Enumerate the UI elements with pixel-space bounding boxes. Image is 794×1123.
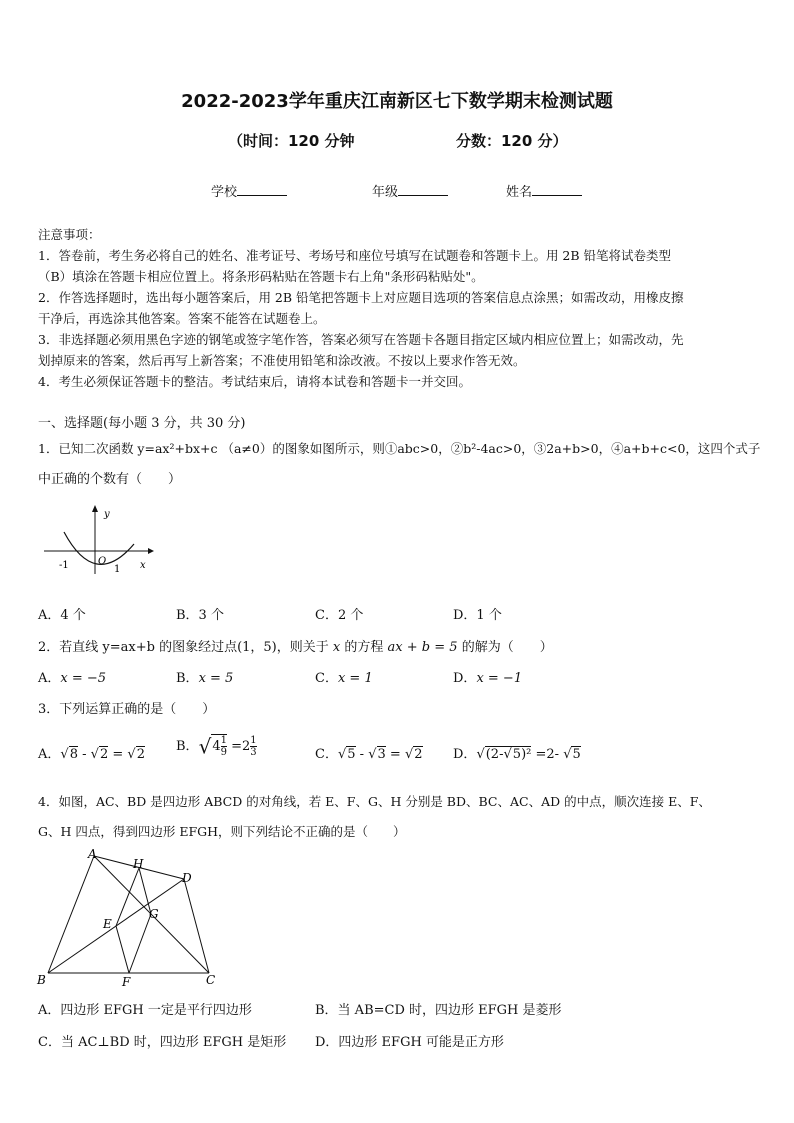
name-blank bbox=[532, 184, 582, 196]
q2-option-a[interactable]: A．x = −5 bbox=[38, 671, 107, 686]
point-h-label: H bbox=[133, 857, 144, 871]
point-a-label: A bbox=[88, 847, 97, 861]
school-blank bbox=[237, 184, 287, 196]
q3-option-c[interactable]: C．√5 - √3 = √2 bbox=[315, 747, 423, 762]
q1-option-d[interactable]: D．1 个 bbox=[453, 608, 502, 623]
point-c-label: C bbox=[206, 973, 216, 987]
q3-option-b[interactable]: B．√4 $\frac{1}{9}$ =2 $\frac{1}{3}$ bbox=[176, 734, 257, 759]
notes-line: 1．答卷前，考生务必将自己的姓名、准考证号、考场号和座位号填写在试题卷和答题卡上。用 2B 铅笔将试卷类型 bbox=[38, 248, 672, 263]
point-g-label: G bbox=[149, 907, 159, 921]
notes-line: （B）填涂在答题卡相应位置上。将条形码粘贴在答题卡右上角"条形码粘贴处"。 bbox=[38, 269, 484, 284]
q1-stem-line1: 1．已知二次函数 y=ax²+bx+c （a≠0）的图象如图所示，则①abc>0，②b²-4ac>0，③2a+b>0，④a+b+c<0，这四个式子 bbox=[38, 441, 761, 456]
q4-option-d[interactable]: D．四边形 EFGH 可能是正方形 bbox=[315, 1035, 504, 1050]
tick-neg-one: -1 bbox=[59, 560, 69, 571]
q4-stem-line2: G、H 四点，得到四边形 EFGH，则下列结论不正确的是（ ） bbox=[38, 824, 406, 839]
school-label: 学校 bbox=[211, 185, 238, 200]
q4-stem-line1: 4．如图，AC、BD 是四边形 ABCD 的对角线，若 E、F、G、H 分别是 BD、BC、AC、AD 的中点，顺次连接 E、F、 bbox=[38, 794, 711, 809]
point-f-label: F bbox=[122, 975, 131, 989]
notes-line: 3．非选择题必须用黑色字迹的钢笔或签字笔作答，答案必须写在答题卡各题目指定区域内相应位置上；如需改动，先 bbox=[38, 332, 684, 347]
grade-label: 年级 bbox=[372, 185, 399, 200]
school-field bbox=[211, 181, 287, 200]
q1-option-a[interactable]: A．4 个 bbox=[38, 608, 86, 623]
notes-heading: 注意事项： bbox=[38, 227, 101, 242]
point-d-label: D bbox=[182, 871, 192, 885]
time-label: （时间：120 分钟 bbox=[228, 132, 355, 150]
q4-quadrilateral-figure bbox=[34, 846, 224, 990]
q3-option-a[interactable]: A．√8 - √2 = √2 bbox=[38, 747, 145, 762]
notes-line: 4．考生必须保证答题卡的整洁。考试结束后，请将本试卷和答题卡一并交回。 bbox=[38, 374, 471, 389]
q1-parabola-graph bbox=[40, 500, 160, 578]
notes-line: 划掉原来的答案，然后再写上新答案；不准使用铅笔和涂改液。不按以上要求作答无效。 bbox=[38, 353, 526, 368]
origin-label: O bbox=[98, 556, 107, 567]
side-dc bbox=[184, 879, 209, 973]
q2-option-d[interactable]: D．x = −1 bbox=[453, 671, 523, 686]
y-axis-label: y bbox=[104, 509, 110, 520]
name-field bbox=[506, 181, 582, 200]
y-axis-arrow bbox=[92, 505, 98, 512]
q2-option-c[interactable]: C．x = 1 bbox=[315, 671, 373, 686]
score-label: 分数：120 分） bbox=[456, 132, 568, 150]
point-e-label: E bbox=[103, 917, 112, 931]
tick-one: 1 bbox=[114, 564, 121, 575]
page-title: 2022-2023学年重庆江南新区七下数学期末检测试题 bbox=[181, 91, 613, 112]
q1-option-c[interactable]: C．2 个 bbox=[315, 608, 364, 623]
notes-line: 干净后，再选涂其他答案。答案不能答在试题卷上。 bbox=[38, 311, 326, 326]
segment-he bbox=[116, 868, 139, 926]
point-b-label: B bbox=[37, 973, 46, 987]
grade-field bbox=[372, 181, 448, 200]
q3-option-d[interactable]: D．√(2-√5)² =2- √5 bbox=[453, 747, 581, 762]
q4-option-b[interactable]: B．当 AB=CD 时，四边形 EFGH 是菱形 bbox=[315, 1003, 562, 1018]
q2-stem: 2．若直线 y=ax+b 的图象经过点(1，5)，则关于 x 的方程 ax + b = 5 的解为（ ） bbox=[38, 640, 553, 655]
segment-fg bbox=[129, 914, 151, 973]
segment-ef bbox=[116, 926, 129, 973]
grade-blank bbox=[398, 184, 448, 196]
name-label: 姓名 bbox=[506, 185, 533, 200]
q2-option-b[interactable]: B．x = 5 bbox=[176, 671, 234, 686]
x-axis-arrow bbox=[148, 548, 154, 554]
notes-line: 2．作答选择题时，选出每小题答案后，用 2B 铅笔把答题卡上对应题目选项的答案信息点涂黑；如需改动，用橡皮擦 bbox=[38, 290, 684, 305]
q3-stem: 3．下列运算正确的是（ ） bbox=[38, 702, 216, 717]
section-heading: 一、选择题(每小题 3 分，共 30 分) bbox=[38, 416, 246, 431]
x-axis-label: x bbox=[140, 560, 146, 571]
q1-option-b[interactable]: B．3 个 bbox=[176, 608, 224, 623]
q4-option-c[interactable]: C．当 AC⊥BD 时，四边形 EFGH 是矩形 bbox=[38, 1035, 287, 1050]
q1-stem-line2: 中正确的个数有（ ） bbox=[38, 472, 182, 487]
side-ba bbox=[48, 856, 94, 973]
q4-option-a[interactable]: A．四边形 EFGH 一定是平行四边形 bbox=[38, 1003, 252, 1018]
